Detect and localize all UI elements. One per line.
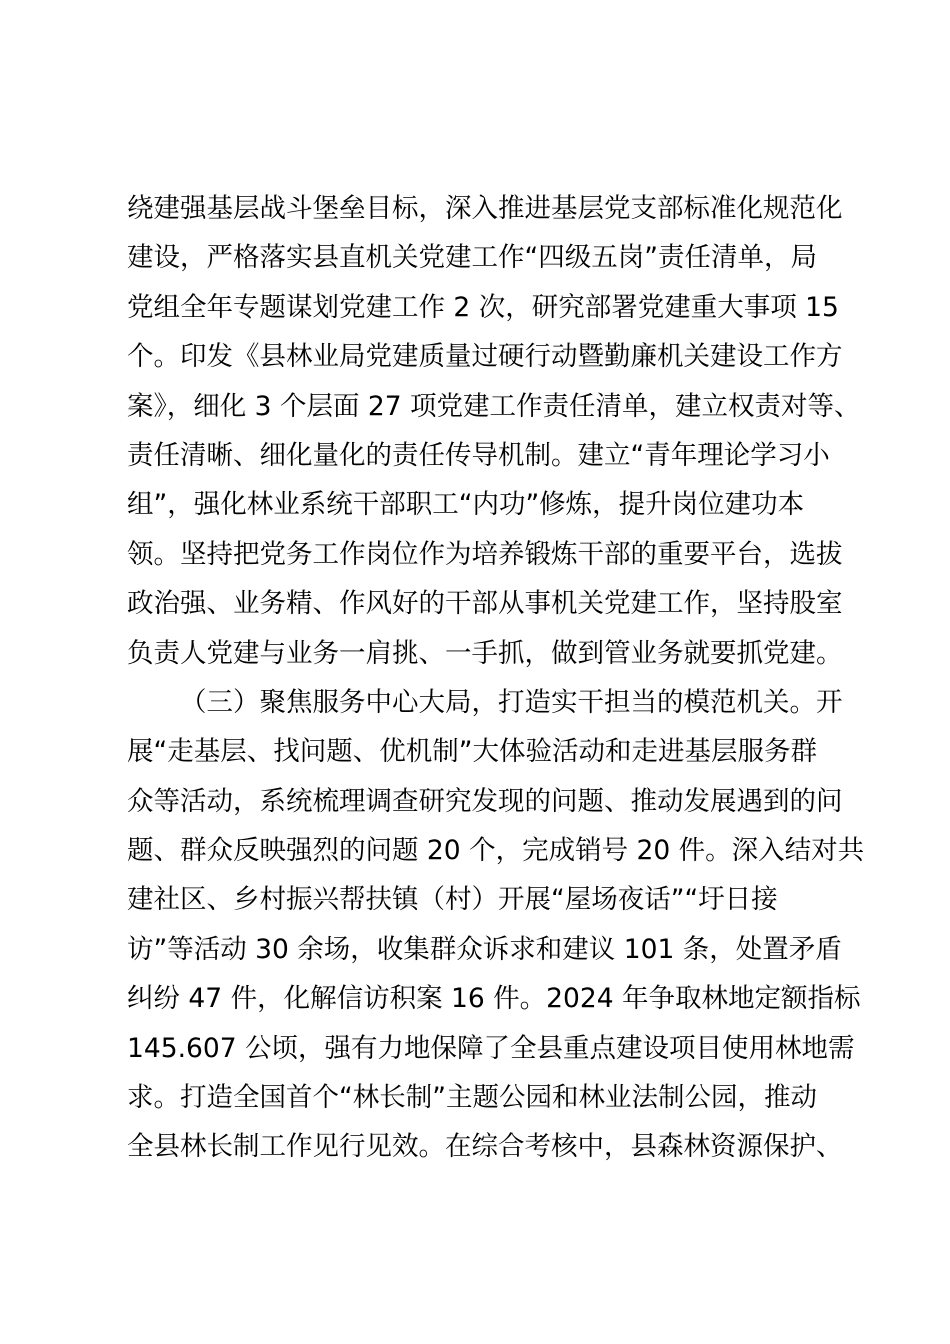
text-line: 领。坚持把党务工作岗位作为培养锻炼干部的重要平台，选拔: [127, 538, 843, 570]
text-line: 145.607 公顷，强有力地保障了全县重点建设项目使用林地需: [127, 1032, 855, 1064]
text-line: 建设，严格落实县直机关党建工作“四级五岗”责任清单，局: [127, 242, 817, 274]
text-line: 负责人党建与业务一肩挑、一手抓，做到管业务就要抓党建。: [127, 637, 843, 669]
text-line: 建社区、乡村振兴帮扶镇（村）开展“屋场夜话”“圩日接: [127, 884, 778, 916]
text-line: 个。印发《县林业局党建质量过硬行动暨勤廉机关建设工作方: [127, 341, 843, 373]
text-line: 组”，强化林业系统干部职工“内功”修炼，提升岗位建功本: [127, 489, 805, 521]
text-line: 案》，细化 3 个层面 27 项党建工作责任清单，建立权责对等、: [127, 390, 861, 422]
text-line: 展“走基层、找问题、优机制”大体验活动和走进基层服务群: [127, 736, 817, 768]
text-line: 党组全年专题谋划党建工作 2 次，研究部署党建重大事项 15: [127, 291, 839, 323]
text-line: 求。打造全国首个“林长制”主题公园和林业法制公园，推动: [127, 1082, 817, 1114]
text-line: 政治强、业务精、作风好的干部从事机关党建工作，坚持股室: [127, 588, 843, 620]
text-line: 题、群众反映强烈的问题 20 个，完成销号 20 件。深入结对共: [127, 835, 865, 867]
text-line: 责任清晰、细化量化的责任传导机制。建立“青年理论学习小: [127, 439, 830, 471]
text-line: 全县林长制工作见行见效。在综合考核中，县森林资源保护、: [127, 1131, 843, 1163]
body-text: [127, 184, 865, 1172]
section-heading-line: （三）聚焦服务中心大局，打造实干担当的模范机关。开: [180, 686, 843, 718]
text-line: 访”等活动 30 余场，收集群众诉求和建议 101 条，处置矛盾: [127, 933, 842, 965]
text-line: 绕建强基层战斗堡垒目标，深入推进基层党支部标准化规范化: [127, 193, 843, 224]
text-line: 众等活动，系统梳理调查研究发现的问题、推动发展遇到的问: [127, 785, 843, 817]
text-line: 纠纷 47 件，化解信访积案 16 件。2024 年争取林地定额指标: [127, 983, 861, 1015]
